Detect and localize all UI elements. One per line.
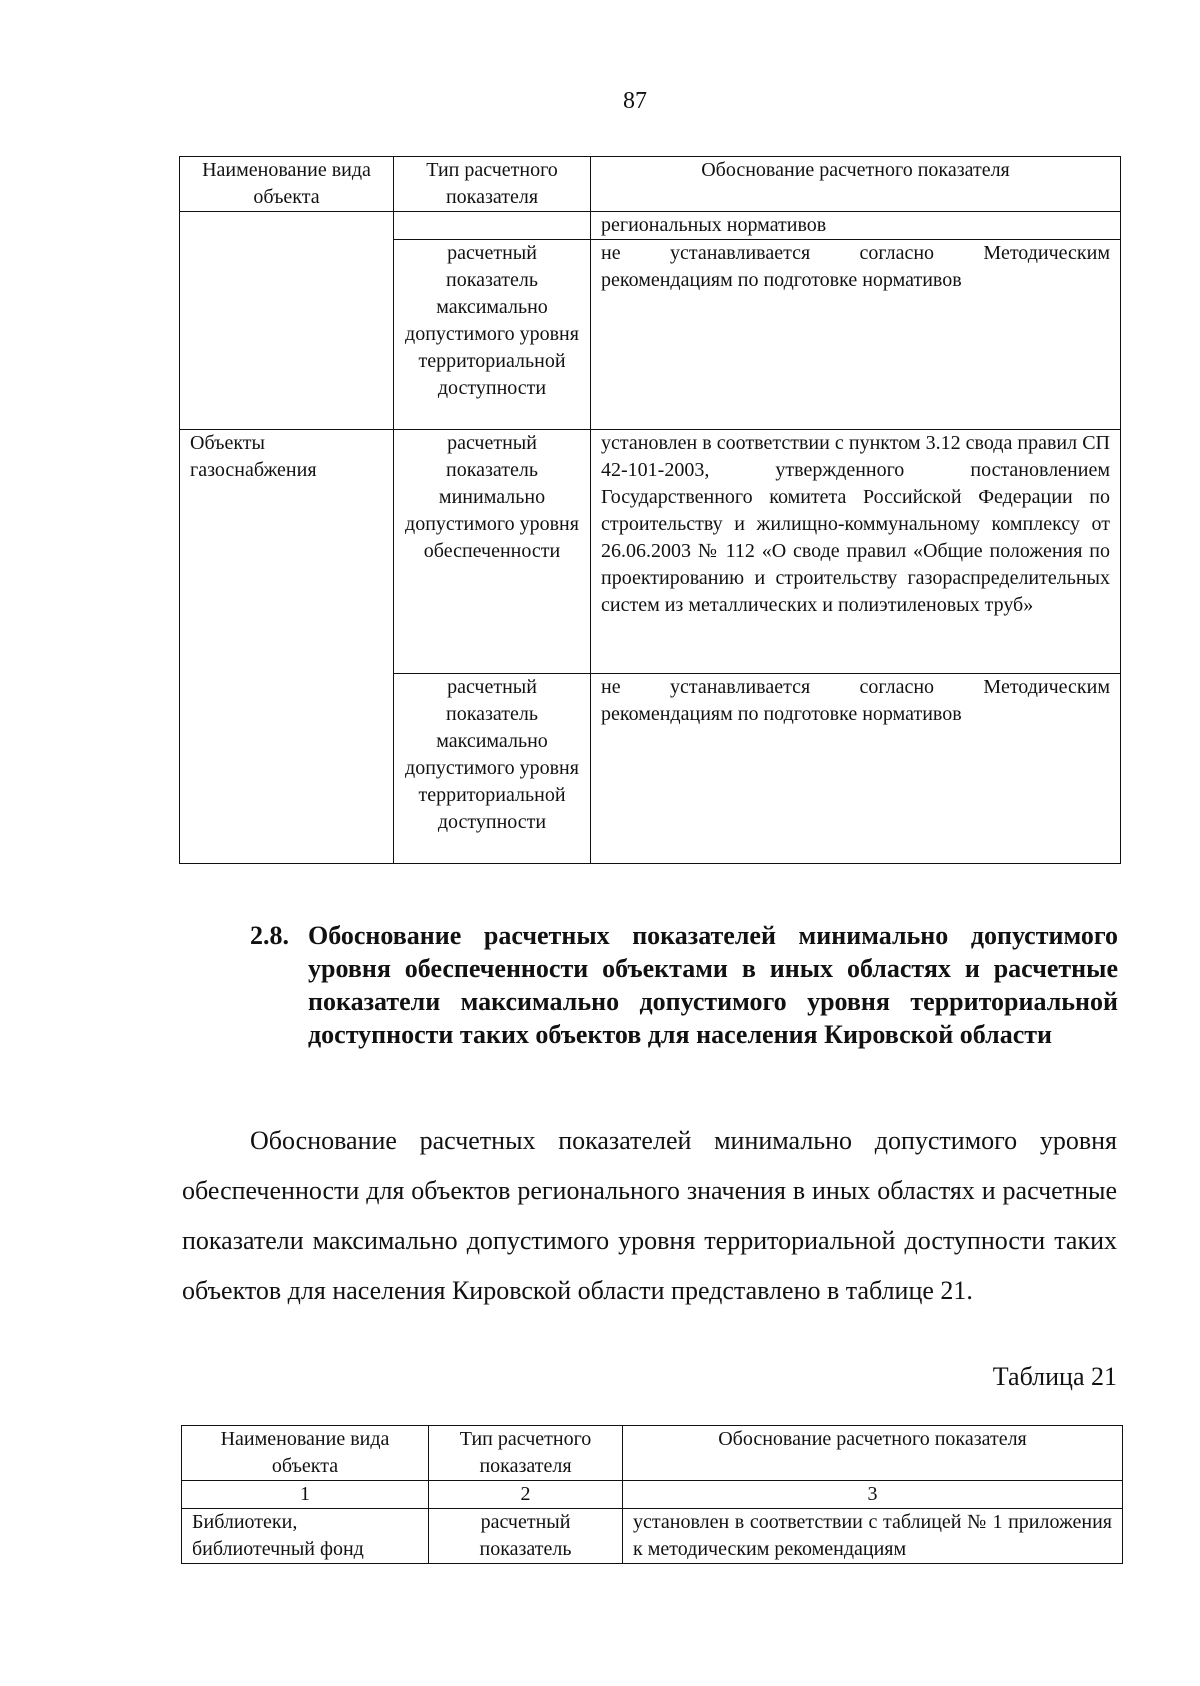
- table-cell-indicator-type: расчетный показатель максимально допустимого уровня территориальной доступности: [394, 674, 591, 864]
- table-cell-object-name: Объекты газоснабжения: [180, 430, 394, 864]
- section-title: Обоснование расчетных показателей минимально допустимого уровня обеспеченности объектами в иных областях и расчетные показатели максимально допустимого уровня территориальной доступности таких объектов для населения Кировской области: [308, 921, 1118, 1049]
- table-21: [181, 1425, 1123, 1564]
- page-number: 87: [623, 88, 647, 114]
- table-cell-basis: не устанавливается согласно Методическим рекомендациям по подготовке нормативов: [591, 674, 1121, 864]
- table-header-row: [180, 157, 1121, 212]
- table-cell-indicator-type: расчетный показатель максимально допустимого уровня территориальной доступности: [394, 240, 591, 430]
- header-indicator-type: Тип расчетного показателя: [394, 157, 591, 212]
- header-indicator-basis: Обоснование расчетного показателя: [623, 1426, 1123, 1481]
- table-cell-basis: не устанавливается согласно Методическим рекомендациям по подготовке нормативов: [591, 240, 1121, 430]
- header-indicator-basis: Обоснование расчетного показателя: [591, 157, 1121, 212]
- table-cell-indicator-type: расчетный показатель: [429, 1509, 623, 1564]
- section-number: 2.8.: [250, 921, 289, 950]
- column-number-row: [182, 1481, 1123, 1509]
- column-number: 2: [429, 1481, 623, 1509]
- table-cell-empty: [180, 212, 394, 430]
- table-cell-basis: региональных нормативов: [591, 212, 1121, 240]
- table-caption: Таблица 21: [992, 1362, 1117, 1391]
- table-row: [182, 1509, 1123, 1564]
- body-paragraph: Обоснование расчетных показателей минимально допустимого уровня обеспеченности для объектов регионального значения в иных областях и расчетные показатели максимально допустимого уровня территориальной доступности таких объектов для населения Кировской области представлено в таблице 21.: [182, 1126, 1117, 1305]
- column-number: 3: [623, 1481, 1123, 1509]
- header-object-name: Наименование вида объекта: [180, 157, 394, 212]
- column-number: 1: [182, 1481, 429, 1509]
- table-cell-empty: [394, 212, 591, 240]
- table-cell-basis: установлен в соответствии с таблицей № 1 приложения к методическим рекомендациям: [623, 1509, 1123, 1564]
- table-row: [180, 430, 1121, 674]
- table-row: [180, 212, 1121, 240]
- table-cell-object-name: Библиотеки, библиотечный фонд: [182, 1509, 429, 1564]
- header-indicator-type: Тип расчетного показателя: [429, 1426, 623, 1481]
- header-object-name: Наименование вида объекта: [182, 1426, 429, 1481]
- section-heading: [250, 919, 1118, 1051]
- table-cell-basis: установлен в соответствии с пунктом 3.12 свода правил СП 42-101-2003, утвержденного постановлением Государственного комитета Российской Федерации по строительству и жилищно-коммунальному комплексу от 26.06.2003 № 112 «О своде правил «Общие положения по проектированию и строительству газораспределительных систем из металлических и полиэтиленовых труб»: [591, 430, 1121, 674]
- table-header-row: [182, 1426, 1123, 1481]
- indicators-table-continued: [179, 156, 1121, 864]
- table-cell-indicator-type: расчетный показатель минимально допустимого уровня обеспеченности: [394, 430, 591, 674]
